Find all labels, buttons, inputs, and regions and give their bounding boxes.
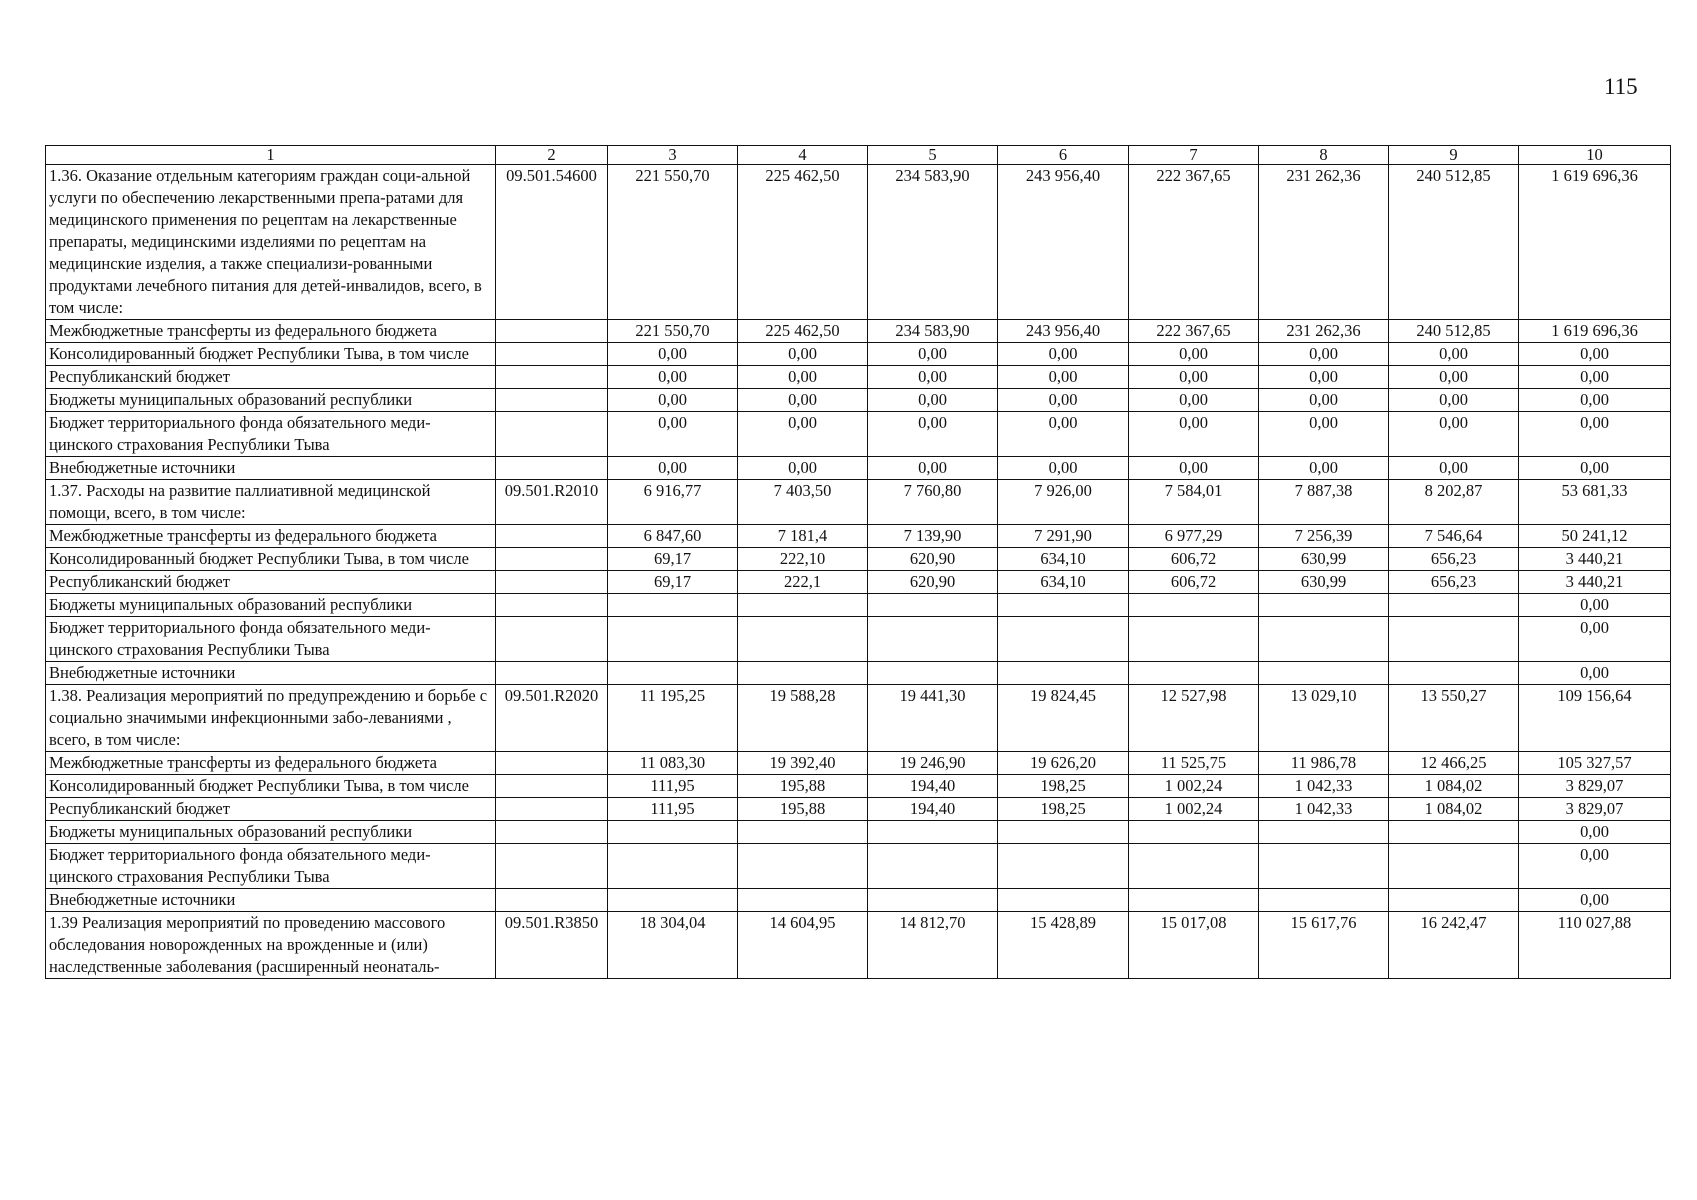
- cell-year-7: [1129, 844, 1259, 889]
- cell-year-6: 15 428,89: [998, 912, 1129, 979]
- cell-year-9: 240 512,85: [1389, 165, 1519, 320]
- cell-year-7: 222 367,65: [1129, 320, 1259, 343]
- cell-year-6: 0,00: [998, 366, 1129, 389]
- cell-year-6: [998, 594, 1129, 617]
- cell-year-9: 8 202,87: [1389, 480, 1519, 525]
- cell-year-7: [1129, 662, 1259, 685]
- cell-code: [496, 752, 608, 775]
- table-row: [46, 571, 1671, 594]
- cell-year-6: 198,25: [998, 798, 1129, 821]
- cell-year-3: 0,00: [608, 366, 738, 389]
- cell-year-6: 19 626,20: [998, 752, 1129, 775]
- cell-name: Бюджеты муниципальных образований республики: [46, 389, 496, 412]
- cell-year-5: 0,00: [868, 366, 998, 389]
- table-body: [46, 146, 1671, 979]
- table-row: [46, 457, 1671, 480]
- cell-year-8: 13 029,10: [1259, 685, 1389, 752]
- cell-total: 1 619 696,36: [1519, 165, 1671, 320]
- cell-year-5: 0,00: [868, 412, 998, 457]
- cell-year-8: [1259, 821, 1389, 844]
- cell-name: Республиканский бюджет: [46, 571, 496, 594]
- cell-year-6: [998, 821, 1129, 844]
- cell-name: 1.36. Оказание отдельным категориям граждан соци-альной услуги по обеспечению лекарственными препа-ратами для медицинского применения по рецептам на лекарственные препараты, медицинскими изделиями по рецептам на медицинские изделия, а также специализи-рованными продуктами лечебного питания для детей-инвалидов, всего, в том числе:: [46, 165, 496, 320]
- cell-year-6: 0,00: [998, 412, 1129, 457]
- cell-year-9: [1389, 594, 1519, 617]
- column-header-6: 6: [998, 146, 1129, 165]
- cell-year-3: 6 847,60: [608, 525, 738, 548]
- cell-year-4: 222,1: [738, 571, 868, 594]
- table-row: [46, 752, 1671, 775]
- cell-name: Республиканский бюджет: [46, 366, 496, 389]
- column-header-1: 1: [46, 146, 496, 165]
- cell-year-8: 0,00: [1259, 457, 1389, 480]
- cell-year-9: 656,23: [1389, 571, 1519, 594]
- cell-code: [496, 889, 608, 912]
- cell-year-3: 221 550,70: [608, 320, 738, 343]
- cell-total: 3 440,21: [1519, 571, 1671, 594]
- cell-year-7: 0,00: [1129, 366, 1259, 389]
- cell-total: 105 327,57: [1519, 752, 1671, 775]
- cell-name: Консолидированный бюджет Республики Тыва, в том числе: [46, 548, 496, 571]
- table-row: [46, 480, 1671, 525]
- cell-year-8: 0,00: [1259, 343, 1389, 366]
- cell-year-3: 111,95: [608, 798, 738, 821]
- cell-year-9: 656,23: [1389, 548, 1519, 571]
- cell-total: 0,00: [1519, 412, 1671, 457]
- cell-year-4: 19 392,40: [738, 752, 868, 775]
- cell-year-9: 0,00: [1389, 412, 1519, 457]
- cell-year-7: 0,00: [1129, 389, 1259, 412]
- cell-year-7: 1 002,24: [1129, 775, 1259, 798]
- cell-year-4: 195,88: [738, 798, 868, 821]
- cell-year-3: 69,17: [608, 548, 738, 571]
- table-row: [46, 617, 1671, 662]
- cell-code: [496, 798, 608, 821]
- cell-code: [496, 320, 608, 343]
- cell-year-7: 1 002,24: [1129, 798, 1259, 821]
- cell-year-4: 225 462,50: [738, 320, 868, 343]
- cell-year-9: 13 550,27: [1389, 685, 1519, 752]
- cell-year-5: 620,90: [868, 571, 998, 594]
- cell-year-4: 0,00: [738, 457, 868, 480]
- cell-year-7: 7 584,01: [1129, 480, 1259, 525]
- cell-code: [496, 548, 608, 571]
- cell-code: [496, 775, 608, 798]
- cell-name: 1.37. Расходы на развитие паллиативной медицинской помощи, всего, в том числе:: [46, 480, 496, 525]
- cell-year-7: [1129, 889, 1259, 912]
- cell-total: 0,00: [1519, 889, 1671, 912]
- cell-year-5: 194,40: [868, 798, 998, 821]
- cell-year-5: [868, 821, 998, 844]
- cell-year-3: 111,95: [608, 775, 738, 798]
- cell-year-7: [1129, 821, 1259, 844]
- cell-year-5: 0,00: [868, 389, 998, 412]
- cell-total: 0,00: [1519, 617, 1671, 662]
- cell-year-4: [738, 821, 868, 844]
- cell-total: 3 829,07: [1519, 798, 1671, 821]
- cell-year-3: 0,00: [608, 412, 738, 457]
- cell-name: Межбюджетные трансферты из федерального бюджета: [46, 320, 496, 343]
- cell-name: 1.38. Реализация мероприятий по предупреждению и борьбе с социально значимыми инфекционными забо-леваниями , всего, в том числе:: [46, 685, 496, 752]
- cell-code: [496, 844, 608, 889]
- cell-name: Бюджет территориального фонда обязательного меди-цинского страхования Республики Тыва: [46, 617, 496, 662]
- cell-year-9: 16 242,47: [1389, 912, 1519, 979]
- cell-year-9: 0,00: [1389, 457, 1519, 480]
- cell-year-5: 14 812,70: [868, 912, 998, 979]
- cell-year-3: 18 304,04: [608, 912, 738, 979]
- cell-year-7: [1129, 594, 1259, 617]
- cell-code: [496, 662, 608, 685]
- cell-year-6: [998, 617, 1129, 662]
- cell-year-4: 0,00: [738, 412, 868, 457]
- cell-year-3: 221 550,70: [608, 165, 738, 320]
- cell-year-8: 0,00: [1259, 389, 1389, 412]
- column-header-10: 10: [1519, 146, 1671, 165]
- cell-name: 1.39 Реализация мероприятий по проведению массового обследования новорожденных на врожденные и (или) наследственные заболевания (расширенный неонаталь-: [46, 912, 496, 979]
- cell-total: 3 829,07: [1519, 775, 1671, 798]
- cell-total: 110 027,88: [1519, 912, 1671, 979]
- cell-year-8: 0,00: [1259, 412, 1389, 457]
- table-row: [46, 366, 1671, 389]
- cell-year-8: [1259, 594, 1389, 617]
- cell-total: 0,00: [1519, 457, 1671, 480]
- column-header-5: 5: [868, 146, 998, 165]
- cell-name: Межбюджетные трансферты из федерального бюджета: [46, 525, 496, 548]
- table-row: [46, 412, 1671, 457]
- table-row: [46, 525, 1671, 548]
- cell-name: Республиканский бюджет: [46, 798, 496, 821]
- cell-year-9: 0,00: [1389, 343, 1519, 366]
- cell-year-8: 231 262,36: [1259, 320, 1389, 343]
- table-row: [46, 912, 1671, 979]
- cell-year-4: 0,00: [738, 366, 868, 389]
- cell-year-6: 634,10: [998, 571, 1129, 594]
- column-header-3: 3: [608, 146, 738, 165]
- cell-year-5: 7 139,90: [868, 525, 998, 548]
- cell-year-8: 630,99: [1259, 548, 1389, 571]
- cell-year-8: [1259, 617, 1389, 662]
- cell-year-9: 1 084,02: [1389, 775, 1519, 798]
- table-row: [46, 594, 1671, 617]
- cell-year-6: [998, 662, 1129, 685]
- cell-name: Бюджеты муниципальных образований республики: [46, 594, 496, 617]
- cell-total: 0,00: [1519, 343, 1671, 366]
- cell-year-5: 0,00: [868, 457, 998, 480]
- cell-year-8: [1259, 662, 1389, 685]
- cell-code: 09.501.R3850: [496, 912, 608, 979]
- cell-year-4: [738, 617, 868, 662]
- cell-year-9: 0,00: [1389, 389, 1519, 412]
- cell-code: 09.501.R2020: [496, 685, 608, 752]
- cell-year-4: 225 462,50: [738, 165, 868, 320]
- cell-year-6: 7 926,00: [998, 480, 1129, 525]
- cell-year-6: [998, 889, 1129, 912]
- cell-year-3: [608, 821, 738, 844]
- cell-year-7: 0,00: [1129, 457, 1259, 480]
- cell-year-4: 19 588,28: [738, 685, 868, 752]
- cell-code: 09.501.R2010: [496, 480, 608, 525]
- cell-year-5: 19 246,90: [868, 752, 998, 775]
- cell-year-5: [868, 594, 998, 617]
- cell-year-9: 1 084,02: [1389, 798, 1519, 821]
- cell-year-4: 195,88: [738, 775, 868, 798]
- cell-total: 3 440,21: [1519, 548, 1671, 571]
- cell-year-9: [1389, 889, 1519, 912]
- cell-year-9: [1389, 617, 1519, 662]
- cell-code: [496, 821, 608, 844]
- cell-year-3: [608, 889, 738, 912]
- cell-year-3: 6 916,77: [608, 480, 738, 525]
- cell-code: [496, 457, 608, 480]
- cell-total: 1 619 696,36: [1519, 320, 1671, 343]
- cell-total: 0,00: [1519, 844, 1671, 889]
- cell-year-8: 0,00: [1259, 366, 1389, 389]
- cell-year-6: 243 956,40: [998, 320, 1129, 343]
- cell-year-7: 0,00: [1129, 343, 1259, 366]
- cell-year-3: [608, 594, 738, 617]
- cell-year-7: 606,72: [1129, 548, 1259, 571]
- cell-year-7: 606,72: [1129, 571, 1259, 594]
- cell-year-5: 0,00: [868, 343, 998, 366]
- cell-year-8: 15 617,76: [1259, 912, 1389, 979]
- cell-name: Внебюджетные источники: [46, 662, 496, 685]
- cell-name: Внебюджетные источники: [46, 457, 496, 480]
- cell-year-4: [738, 594, 868, 617]
- cell-year-9: [1389, 662, 1519, 685]
- cell-total: 0,00: [1519, 662, 1671, 685]
- cell-year-5: 7 760,80: [868, 480, 998, 525]
- cell-code: [496, 594, 608, 617]
- table-row: [46, 320, 1671, 343]
- table-row: [46, 165, 1671, 320]
- cell-year-7: 12 527,98: [1129, 685, 1259, 752]
- cell-year-7: 222 367,65: [1129, 165, 1259, 320]
- table-row: [46, 343, 1671, 366]
- table-row: [46, 685, 1671, 752]
- cell-year-5: 194,40: [868, 775, 998, 798]
- column-header-8: 8: [1259, 146, 1389, 165]
- cell-year-9: 12 466,25: [1389, 752, 1519, 775]
- cell-total: 109 156,64: [1519, 685, 1671, 752]
- cell-year-6: [998, 844, 1129, 889]
- cell-year-5: 234 583,90: [868, 320, 998, 343]
- cell-year-7: 11 525,75: [1129, 752, 1259, 775]
- table-row: [46, 548, 1671, 571]
- cell-code: [496, 571, 608, 594]
- cell-year-8: [1259, 844, 1389, 889]
- column-header-7: 7: [1129, 146, 1259, 165]
- cell-year-5: 620,90: [868, 548, 998, 571]
- budget-table: [45, 145, 1671, 979]
- cell-total: 0,00: [1519, 389, 1671, 412]
- cell-year-3: [608, 662, 738, 685]
- cell-year-7: [1129, 617, 1259, 662]
- cell-name: Внебюджетные источники: [46, 889, 496, 912]
- cell-year-3: 69,17: [608, 571, 738, 594]
- table-row: [46, 662, 1671, 685]
- cell-name: Бюджет территориального фонда обязательного меди-цинского страхования Республики Тыва: [46, 412, 496, 457]
- cell-year-3: 0,00: [608, 389, 738, 412]
- cell-year-6: 198,25: [998, 775, 1129, 798]
- cell-year-7: 6 977,29: [1129, 525, 1259, 548]
- table-row: [46, 775, 1671, 798]
- cell-code: [496, 617, 608, 662]
- cell-year-4: 0,00: [738, 389, 868, 412]
- cell-year-6: 0,00: [998, 389, 1129, 412]
- cell-year-8: 7 887,38: [1259, 480, 1389, 525]
- column-header-9: 9: [1389, 146, 1519, 165]
- cell-year-3: 11 195,25: [608, 685, 738, 752]
- cell-year-7: 0,00: [1129, 412, 1259, 457]
- table-header-row: [46, 146, 1671, 165]
- cell-year-6: 243 956,40: [998, 165, 1129, 320]
- cell-name: Межбюджетные трансферты из федерального бюджета: [46, 752, 496, 775]
- cell-code: [496, 525, 608, 548]
- cell-year-9: [1389, 844, 1519, 889]
- cell-year-5: [868, 844, 998, 889]
- cell-year-4: 7 181,4: [738, 525, 868, 548]
- cell-year-6: 634,10: [998, 548, 1129, 571]
- cell-year-3: 0,00: [608, 343, 738, 366]
- cell-year-8: 1 042,33: [1259, 775, 1389, 798]
- cell-year-8: 11 986,78: [1259, 752, 1389, 775]
- cell-year-8: [1259, 889, 1389, 912]
- cell-year-3: 11 083,30: [608, 752, 738, 775]
- cell-year-4: [738, 662, 868, 685]
- cell-year-4: 14 604,95: [738, 912, 868, 979]
- cell-year-8: 231 262,36: [1259, 165, 1389, 320]
- cell-year-5: [868, 617, 998, 662]
- cell-year-5: 234 583,90: [868, 165, 998, 320]
- cell-year-9: 7 546,64: [1389, 525, 1519, 548]
- cell-year-9: 0,00: [1389, 366, 1519, 389]
- cell-year-7: 15 017,08: [1129, 912, 1259, 979]
- cell-name: Консолидированный бюджет Республики Тыва, в том числе: [46, 775, 496, 798]
- cell-year-4: [738, 844, 868, 889]
- cell-year-4: 0,00: [738, 343, 868, 366]
- cell-year-5: [868, 889, 998, 912]
- table-row: [46, 889, 1671, 912]
- cell-code: [496, 412, 608, 457]
- cell-year-8: 1 042,33: [1259, 798, 1389, 821]
- column-header-2: 2: [496, 146, 608, 165]
- cell-year-4: 7 403,50: [738, 480, 868, 525]
- cell-year-8: 7 256,39: [1259, 525, 1389, 548]
- cell-year-6: 19 824,45: [998, 685, 1129, 752]
- cell-year-9: [1389, 821, 1519, 844]
- cell-year-3: [608, 617, 738, 662]
- column-header-4: 4: [738, 146, 868, 165]
- cell-year-6: 0,00: [998, 343, 1129, 366]
- cell-year-3: 0,00: [608, 457, 738, 480]
- cell-year-9: 240 512,85: [1389, 320, 1519, 343]
- cell-total: 50 241,12: [1519, 525, 1671, 548]
- cell-year-8: 630,99: [1259, 571, 1389, 594]
- cell-year-6: 0,00: [998, 457, 1129, 480]
- cell-total: 0,00: [1519, 366, 1671, 389]
- table-row: [46, 798, 1671, 821]
- table-row: [46, 844, 1671, 889]
- cell-name: Бюджет территориального фонда обязательного меди-цинского страхования Республики Тыва: [46, 844, 496, 889]
- table-row: [46, 821, 1671, 844]
- cell-total: 0,00: [1519, 821, 1671, 844]
- cell-total: 0,00: [1519, 594, 1671, 617]
- cell-name: Бюджеты муниципальных образований республики: [46, 821, 496, 844]
- cell-name: Консолидированный бюджет Республики Тыва, в том числе: [46, 343, 496, 366]
- cell-code: [496, 343, 608, 366]
- cell-code: [496, 366, 608, 389]
- cell-year-4: 222,10: [738, 548, 868, 571]
- cell-year-3: [608, 844, 738, 889]
- cell-year-4: [738, 889, 868, 912]
- cell-code: [496, 389, 608, 412]
- cell-code: 09.501.54600: [496, 165, 608, 320]
- cell-total: 53 681,33: [1519, 480, 1671, 525]
- table-row: [46, 389, 1671, 412]
- cell-year-5: [868, 662, 998, 685]
- page-number: 115: [1604, 74, 1638, 99]
- cell-year-5: 19 441,30: [868, 685, 998, 752]
- cell-year-6: 7 291,90: [998, 525, 1129, 548]
